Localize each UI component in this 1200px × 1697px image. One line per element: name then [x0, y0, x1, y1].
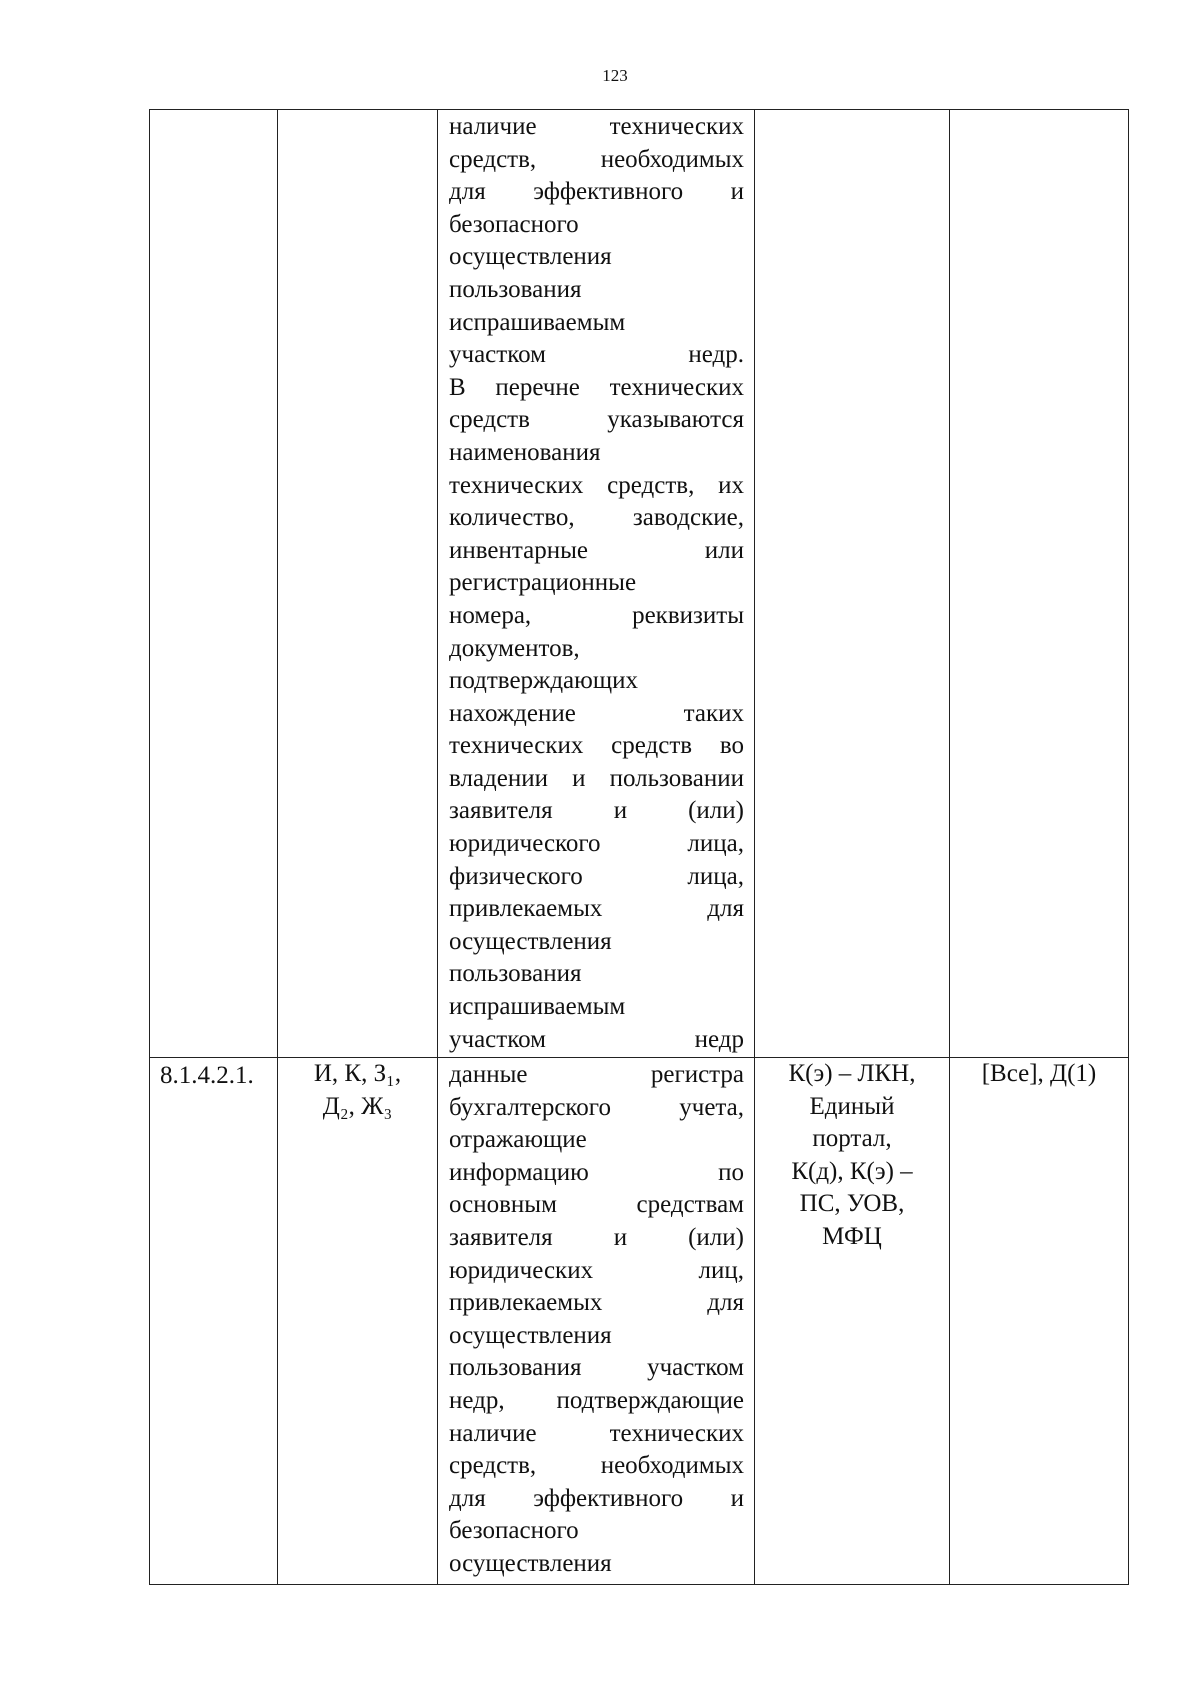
text-line: безопасного: [449, 210, 579, 238]
text-line: документов,: [449, 634, 580, 662]
text-line: физического лица,: [449, 862, 744, 890]
text-line: К(э) – ЛКН,: [788, 1060, 916, 1087]
description-text: [449, 111, 744, 1056]
cell-applicants: [278, 1058, 438, 1585]
text-line: информацию по: [449, 1158, 744, 1186]
text-line: для эффективного и: [449, 178, 744, 206]
text-line: наличие технических: [449, 113, 744, 140]
cell-code: 8.1.4.2.1.: [150, 1058, 278, 1585]
text-line: юридических лиц,: [449, 1256, 744, 1284]
text-line: наличие технических: [449, 1419, 744, 1447]
text-line: МФЦ: [822, 1222, 882, 1250]
text-line: технических средств, их: [449, 471, 744, 499]
requirements-table: [149, 109, 1129, 1585]
cell-requirement: [950, 110, 1129, 1058]
text-line: ПС, УОВ,: [799, 1190, 905, 1218]
cell-submission: [755, 1058, 950, 1585]
text-line: наименования: [449, 438, 601, 466]
text-line: подтверждающих: [449, 667, 638, 695]
text-line: Единый: [809, 1092, 895, 1120]
text-line: отражающие: [449, 1126, 587, 1154]
text-line: пользования: [449, 960, 582, 988]
text-line: осуществления: [449, 243, 612, 271]
text-line: К(д), К(э) –: [791, 1157, 913, 1185]
text-line: участком недр.: [449, 341, 744, 369]
text-line: номера, реквизиты: [449, 601, 744, 629]
text-line: безопасного: [449, 1517, 579, 1545]
cell-code: [150, 110, 278, 1058]
applicants-text: [278, 1058, 437, 1123]
text-line: испрашиваемым: [449, 993, 626, 1021]
text-line: количество, заводские,: [449, 504, 744, 532]
text-line: И, К, З₁,: [313, 1060, 402, 1087]
text-line: испрашиваемым: [449, 308, 626, 336]
submission-text: [755, 1058, 949, 1254]
text-line: основным средствам: [449, 1191, 744, 1219]
text-line: В перечне технических: [449, 373, 744, 401]
cell-submission: [755, 110, 950, 1058]
text-line: портал,: [812, 1125, 892, 1153]
text-line: нахождение таких: [449, 699, 744, 727]
cell-requirement: [Все], Д(1): [950, 1058, 1129, 1585]
cell-description: [438, 1058, 755, 1585]
description-text: [449, 1059, 744, 1581]
cell-description: [438, 110, 755, 1058]
text-line: средств указываются: [449, 406, 744, 434]
text-line: владении и пользовании: [449, 764, 744, 792]
page-number: 123: [602, 66, 628, 85]
text-line: средств, необходимых: [449, 1452, 744, 1480]
text-line: юридического лица,: [449, 830, 744, 858]
text-line: технических средств во: [449, 732, 744, 760]
text-line: осуществления: [449, 1321, 612, 1349]
text-line: пользования: [449, 275, 582, 303]
text-line: для эффективного и: [449, 1484, 744, 1512]
text-line: осуществления: [449, 1549, 612, 1577]
text-line: пользования участком: [449, 1354, 744, 1382]
text-line: бухгалтерского учета,: [449, 1093, 744, 1121]
text-line: Д₂, Ж₃: [322, 1092, 393, 1120]
table-row: [150, 110, 1129, 1058]
text-line: данные регистра: [449, 1061, 744, 1088]
text-line: заявителя и (или): [449, 1223, 744, 1251]
text-line: средств, необходимых: [449, 145, 744, 173]
text-line: недр, подтверждающие: [449, 1386, 744, 1414]
text-line: привлекаемых для: [449, 895, 744, 923]
text-line: привлекаемых для: [449, 1289, 744, 1317]
table-row: [150, 1058, 1129, 1585]
text-line: участком недр: [449, 1025, 744, 1053]
text-line: инвентарные или: [449, 536, 744, 564]
text-line: осуществления: [449, 927, 612, 955]
text-line: регистрационные: [449, 569, 637, 597]
cell-applicants: [278, 110, 438, 1058]
text-line: заявителя и (или): [449, 797, 744, 825]
